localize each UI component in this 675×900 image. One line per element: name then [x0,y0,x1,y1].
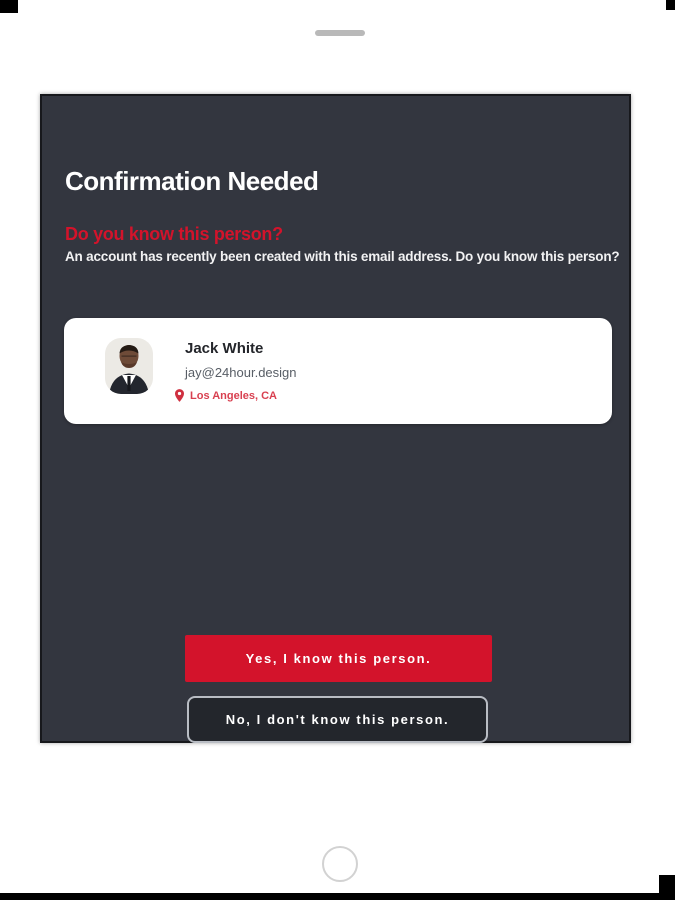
person-photo-avatar [105,338,153,394]
confirmation-question: Do you know this person? [65,224,283,244]
person-email: jay@24hour.design [185,365,297,380]
home-button-icon[interactable] [322,846,358,882]
page-title: Confirmation Needed [65,166,319,196]
person-location [175,389,277,402]
person-location-label: Los Angeles, CA [190,389,277,402]
person-card [64,318,612,424]
frame-corner-top-left [0,0,18,13]
frame-corner-top-right [666,0,675,10]
confirmation-description: An account has recently been created with this email address. Do you know this person? [65,249,620,264]
drag-handle-icon[interactable] [315,30,365,36]
confirm-button[interactable]: Yes, I know this person. [185,635,492,682]
confirmation-modal [40,94,631,743]
frame-bottom-edge [0,893,675,900]
person-name: Jack White [185,340,264,357]
deny-button[interactable]: No, I don't know this person. [187,696,488,743]
map-pin-icon [175,389,184,402]
